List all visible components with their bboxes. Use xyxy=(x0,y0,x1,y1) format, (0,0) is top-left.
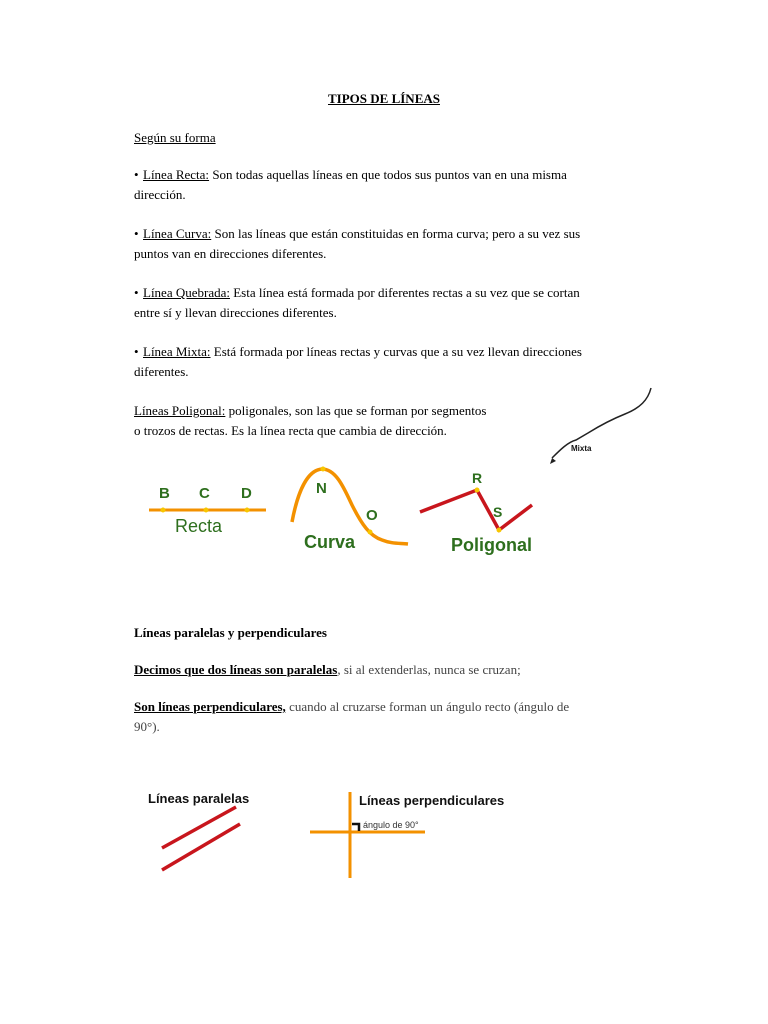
definition: poligonales, son las que se forman por segmentos xyxy=(225,403,487,418)
curva-label: Curva xyxy=(304,532,356,552)
term: Decimos que dos líneas son paralelas xyxy=(134,662,338,677)
perpendiculares-illustration xyxy=(310,792,504,878)
point-label-c: C xyxy=(199,485,210,502)
definition: Son todas aquellas líneas en que todos sus puntos van en una misma xyxy=(209,167,567,182)
definition: Esta línea está formada por diferentes rectas a su vez que se cortan xyxy=(229,285,580,300)
term: Línea Curva: xyxy=(143,226,212,241)
point-label-n: N xyxy=(316,480,327,497)
point-label-o: O xyxy=(366,507,378,524)
poligonal-illustration xyxy=(420,470,532,555)
bullet-icon: • xyxy=(134,226,139,241)
definition-cont: 90°). xyxy=(134,719,160,734)
term: Línea Mixta: xyxy=(143,344,211,359)
perpendiculares-label: Líneas perpendiculares xyxy=(359,793,505,808)
paralelas-label: Líneas paralelas xyxy=(148,791,250,806)
mixta-label: Mixta xyxy=(571,444,592,453)
poligonal-label: Poligonal xyxy=(451,535,532,555)
term: Línea Recta: xyxy=(143,167,210,182)
term: Líneas Poligonal: xyxy=(134,403,226,418)
section-heading-forma: Según su forma xyxy=(134,130,216,145)
recta-label: Recta xyxy=(175,516,223,536)
definition-cont: diferentes. xyxy=(134,364,189,379)
point-label-b: B xyxy=(159,485,170,502)
point-label-s: S xyxy=(493,504,503,520)
page-title: TIPOS DE LÍNEAS xyxy=(328,91,440,106)
bullet-icon: • xyxy=(134,285,139,300)
point-label-d: D xyxy=(241,485,252,502)
definition: , si al extenderlas, nunca se cruzan; xyxy=(337,662,521,677)
arrow-icon xyxy=(550,458,556,464)
definition: Son las líneas que están constituidas en forma curva; pero a su vez sus xyxy=(211,226,581,241)
definition: cuando al cruzarse forman un ángulo recto (ángulo de xyxy=(285,699,570,714)
definition-cont: dirección. xyxy=(134,187,186,202)
definition-cont: puntos van en direcciones diferentes. xyxy=(134,246,327,261)
point-label-r: R xyxy=(472,470,483,486)
bullet-icon: • xyxy=(134,167,139,182)
angle-label: ángulo de 90° xyxy=(363,820,419,830)
mixta-illustration xyxy=(550,388,651,464)
term: Línea Quebrada: xyxy=(143,285,230,300)
curva-illustration xyxy=(292,467,408,553)
recta-illustration xyxy=(149,485,266,536)
definition-cont: o trozos de rectas. Es la línea recta que cambia de dirección. xyxy=(134,423,447,438)
section-heading-paralelas: Líneas paralelas y perpendiculares xyxy=(134,625,327,640)
perpendiculares-paragraph xyxy=(134,697,634,737)
definition: Está formada por líneas rectas y curvas que a su vez llevan direcciones xyxy=(210,344,582,359)
paralelas-illustration xyxy=(148,791,249,870)
bullet-icon: • xyxy=(134,344,139,359)
definition-cont: entre sí y llevan direcciones diferentes. xyxy=(134,305,337,320)
right-angle-icon xyxy=(352,824,359,831)
term: Son líneas perpendiculares, xyxy=(134,699,286,714)
paralelas-paragraph xyxy=(134,660,654,680)
